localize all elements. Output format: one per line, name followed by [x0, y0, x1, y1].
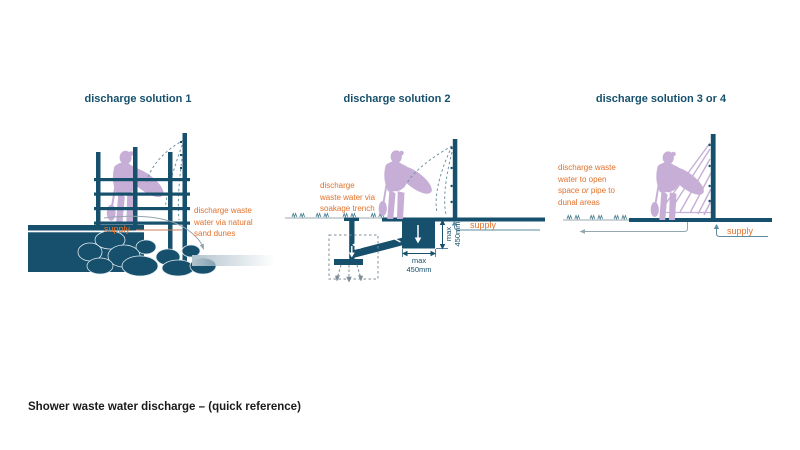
- soak-away-arrows: [335, 265, 363, 283]
- panel3-title: discharge solution 3 or 4: [595, 93, 727, 105]
- note-text-italic-or: or: [581, 186, 589, 195]
- discharge-arrow: [580, 222, 688, 234]
- note-line: sand dunes: [194, 229, 236, 238]
- panel2-supply-label: supply: [470, 220, 497, 230]
- note-line: discharge: [320, 181, 355, 190]
- panel1-supply-label: supply: [104, 224, 131, 234]
- dim-text: max: [444, 226, 453, 242]
- dim-text: 450mm: [453, 221, 462, 247]
- dim-depth-label: [440, 220, 466, 248]
- note-line: soakage trench: [320, 204, 375, 213]
- panel2-title: discharge solution 2: [343, 93, 451, 105]
- note-text: pipe to: [588, 186, 615, 195]
- note-line: [558, 185, 648, 197]
- figure-caption: Shower waste water discharge – (quick reference): [28, 401, 301, 413]
- dim-width-label: [399, 256, 439, 274]
- note-line: water via natural: [194, 217, 253, 227]
- dim-text: 450mm: [406, 265, 432, 274]
- panel2-discharge-note: [320, 180, 390, 215]
- panel3-supply-label: supply: [727, 226, 754, 236]
- shower-post: [180, 133, 187, 262]
- panel3-discharge-note: [558, 162, 648, 208]
- note-text: space: [558, 186, 582, 195]
- panel1-discharge-note: [194, 205, 269, 240]
- note-line: dunal areas: [558, 197, 600, 207]
- note-line: discharge waste: [194, 206, 252, 215]
- dim-text: max: [411, 256, 427, 265]
- sand-gradient: [192, 255, 275, 266]
- note-line: discharge waste: [558, 163, 616, 172]
- grass-tufts: [567, 216, 627, 220]
- panel1-title: discharge solution 1: [84, 93, 192, 105]
- note-line: waste water via: [320, 192, 376, 202]
- note-line: water to open: [558, 174, 607, 184]
- shower-post: [450, 139, 457, 220]
